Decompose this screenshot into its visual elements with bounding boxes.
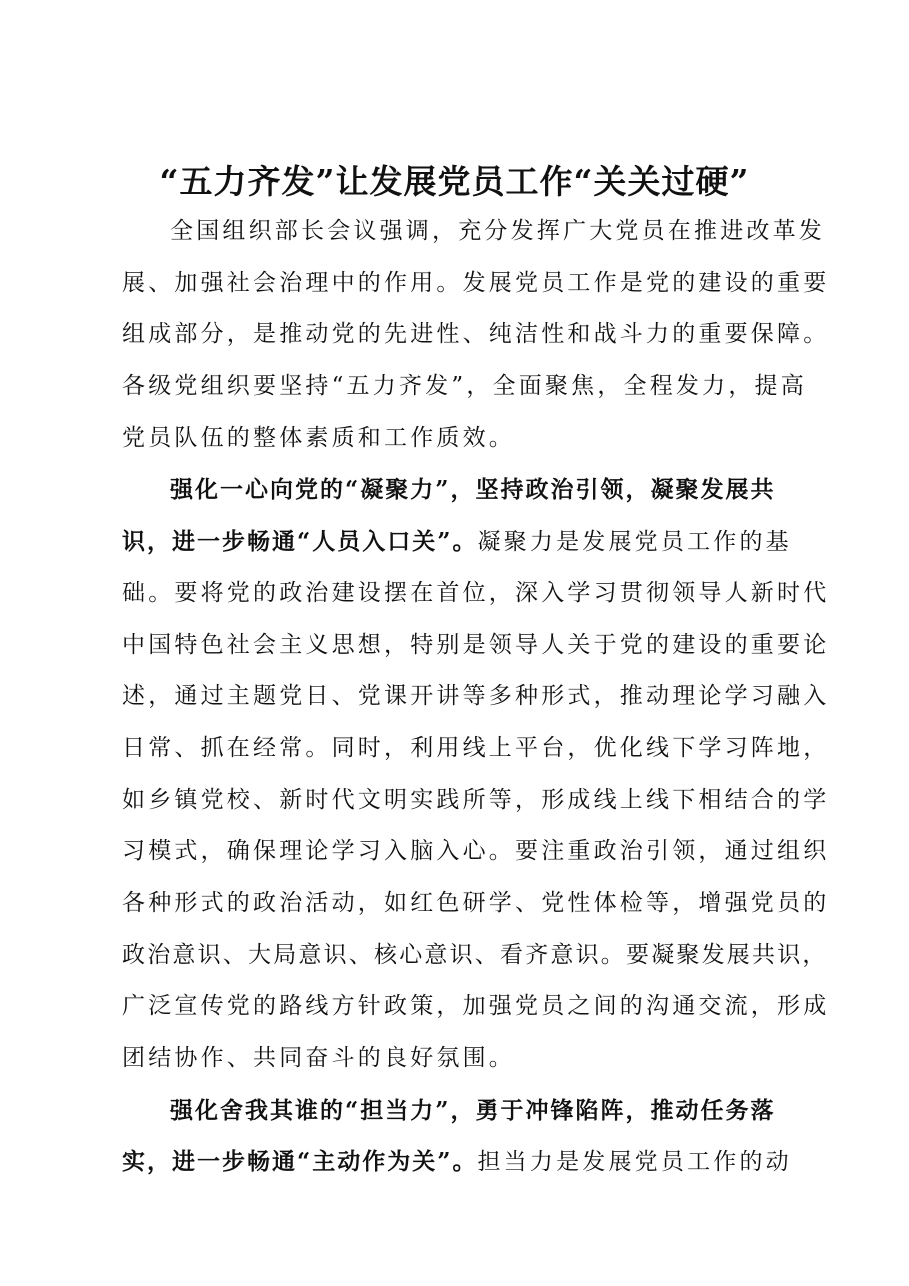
paragraph-heading-text: 识，进一步畅通“人员入口关”。 — [122, 528, 478, 556]
paragraph-line: 中国特色社会主义思想，特别是领导人关于党的建设的重要论 — [122, 631, 830, 658]
paragraph-heading-line: 强化一心向党的“凝聚力”，坚持政治引领，凝聚发展共 — [170, 476, 776, 504]
paragraph-body-text: 担当力是发展党员工作的动 — [477, 1149, 792, 1176]
paragraph-line-mixed — [122, 1136, 802, 1188]
paragraph-line: 习模式，确保理论学习入脑入心。要注重政治引领，通过组织 — [122, 838, 830, 865]
paragraph-3 — [122, 1085, 802, 1188]
paragraph-1 — [122, 206, 830, 464]
paragraph-line: 展、加强社会治理中的作用。发展党员工作是党的建设的重要 — [122, 269, 830, 296]
paragraph-line: 团结协作、共同奋斗的良好氛围。 — [122, 1045, 515, 1071]
paragraph-line: 全国组织部长会议强调，充分发挥广大党员在推进改革发 — [170, 218, 825, 244]
paragraph-line: 日常、抓在经常。同时，利用线上平台，优化线下学习阵地， — [122, 734, 830, 761]
document-title: “五力齐发”让发展党员工作“关关过硬” — [159, 162, 750, 201]
document-body — [122, 206, 830, 1188]
paragraph-line: 各级党组织要坚持“五力齐发”，全面聚焦，全程发力，提高 — [122, 373, 807, 400]
paragraph-line: 党员队伍的整体素质和工作质效。 — [122, 424, 515, 451]
paragraph-line: 如乡镇党校、新时代文明实践所等，形成线上线下相结合的学 — [122, 786, 830, 813]
paragraph-line: 广泛宣传党的路线方针政策，加强党员之间的沟通交流，形成 — [122, 993, 830, 1020]
paragraph-body-text: 凝聚力是发展党员工作的基 — [477, 529, 792, 556]
paragraph-heading-text: 实，进一步畅通“主动作为关”。 — [122, 1148, 478, 1176]
paragraph-line: 各种形式的政治活动，如红色研学、党性体检等，增强党员的 — [122, 889, 830, 916]
paragraph-line: 政治意识、大局意识、核心意识、看齐意识。要凝聚发展共识， — [122, 941, 828, 968]
paragraph-line: 述，通过主题党日、党课开讲等多种形式，推动理论学习融入 — [122, 683, 830, 710]
paragraph-line: 组成部分，是推动党的先进性、纯洁性和战斗力的重要保障。 — [122, 321, 830, 348]
paragraph-heading-line: 强化舍我其谁的“担当力”，勇于冲锋陷阵，推动任务落 — [170, 1096, 776, 1124]
paragraph-line-mixed — [122, 516, 802, 568]
paragraph-2 — [122, 464, 830, 1084]
paragraph-line: 础。要将党的政治建设摆在首位，深入学习贯彻领导人新时代 — [122, 579, 830, 606]
